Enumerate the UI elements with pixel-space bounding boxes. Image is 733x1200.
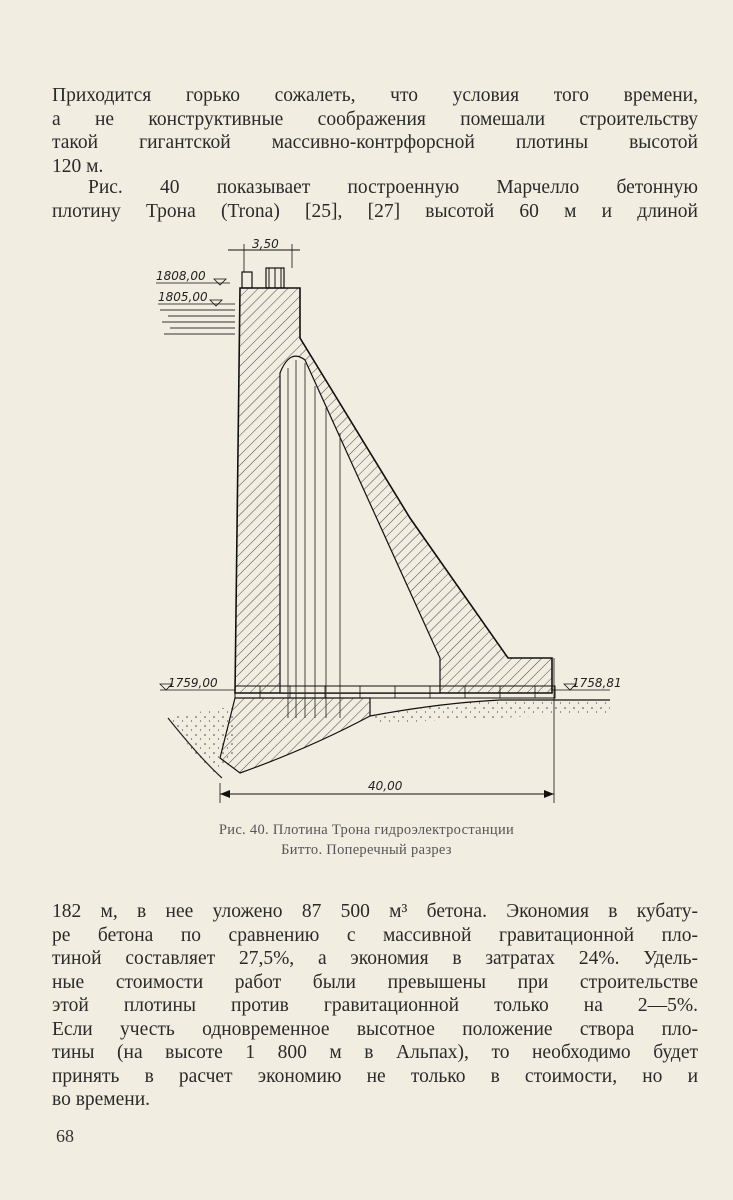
base-length-label: 40,00 xyxy=(368,779,403,793)
dam-cross-section-figure xyxy=(140,238,620,813)
text-line: ные стоимости работ были превышены при строительстве xyxy=(52,971,698,993)
crest-width-label: 3,50 xyxy=(252,238,279,251)
text-line: 182 м, в нее уложено 87 500 м³ бетона. Экономия в кубату- xyxy=(52,901,698,922)
page-number: 68 xyxy=(56,1126,74,1146)
text-line: во времени. xyxy=(52,1089,151,1110)
text-line: такой гигантской массивно-контрфорсной плотины высотой xyxy=(52,132,698,153)
dam-drawing xyxy=(140,238,620,813)
paragraph-1 xyxy=(52,84,698,178)
text-line: Если учесть одновременное высотное положение створа пло- xyxy=(52,1018,698,1040)
text-line: Рис. 40 показывает построенную Марчелло бетонную xyxy=(88,177,698,198)
text-line: 120 м. xyxy=(52,155,104,177)
level-top-label: 1808,00 xyxy=(156,269,206,283)
paragraph-3 xyxy=(52,900,698,1112)
text-line: этой плотины против гравитационной только на 2—5%. xyxy=(52,995,698,1016)
caption-line: Битто. Поперечный разрез xyxy=(281,842,452,858)
text-line: тины (на высоте 1 800 м в Альпах), то необходимо будет xyxy=(52,1042,698,1063)
level-water-label: 1805,00 xyxy=(158,290,208,304)
water-lines xyxy=(160,310,235,334)
text-line: Приходится горько сожалеть, что условия того времени, xyxy=(52,85,698,106)
text-line: принять в расчет экономию не только в стоимости, но и xyxy=(52,1065,698,1087)
text-line: ре бетона по сравнению с массивной гравитационной пло- xyxy=(52,924,698,946)
text-line: а не конструктивные соображения помешали строительству xyxy=(52,108,698,130)
text-line: тиной составляет 27,5%, а экономия в затратах 24%. Удель- xyxy=(52,948,698,969)
level-base-right-label: 1758,81 xyxy=(572,676,620,690)
text-line: плотину Трона (Trona) [25], [27] высотой 60 м и длиной xyxy=(52,200,698,222)
level-base-left-label: 1759,00 xyxy=(168,676,218,690)
figure-caption xyxy=(0,820,733,860)
paragraph-2 xyxy=(52,176,698,223)
caption-line: Рис. 40. Плотина Трона гидроэлектростанции xyxy=(218,822,515,838)
